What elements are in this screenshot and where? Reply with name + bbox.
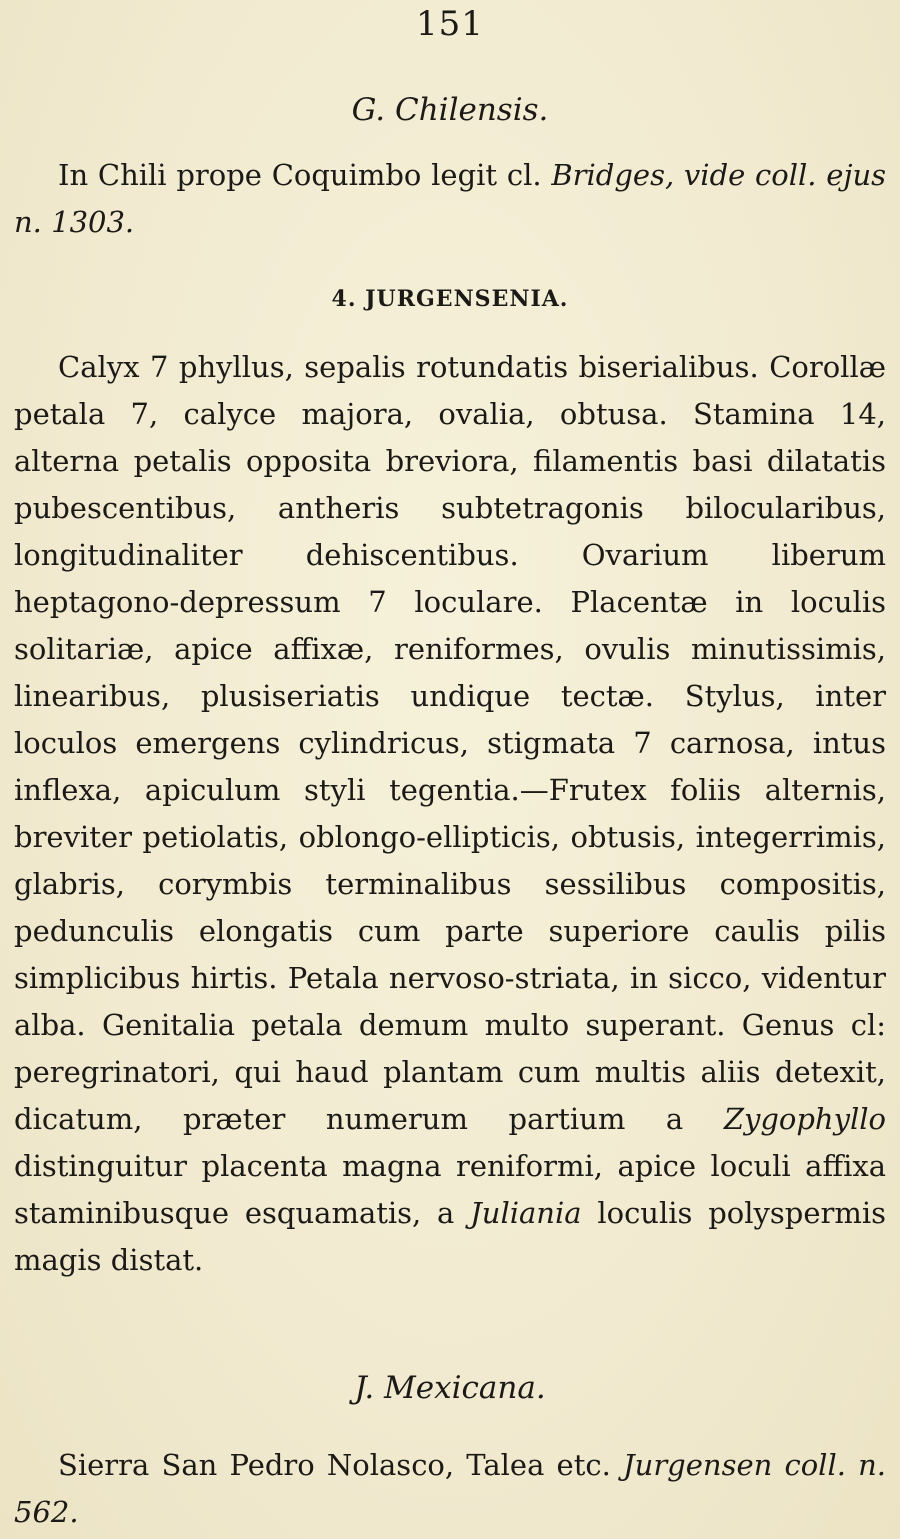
genus-name-zygophyllo: Zygophyllo xyxy=(723,1102,887,1136)
paragraph-text: Calyx 7 phyllus, sepalis rotundatis biserialibus. Corollæ petala 7, calyce majora, ovalia, obtusa. Stamina 14, alterna petalis opposita breviora, filamentis basi dilatatis pubescentibus, antheris subtetragonis bilocularibus, longitudinaliter dehiscentibus. Ovarium liberum heptagono-depressum 7 loculare. Placentæ in loculis solitariæ, apice affixæ, reniformes, ovulis minutissimis, linearibus, plusiseriatis undique tectæ. Stylus, inter loculos emergens cylindricus, stigmata 7 carnosa, intus inflexa, apiculum styli tegentia.—Frutex foliis alternis, breviter petiolatis, oblongo-ellipticis, obtusis, integerrimis, glabris, corymbis terminalibus sessilibus compositis, pedunculis elongatis cum parte superiore caulis pilis simplicibus hirtis. Petala nervoso-striata, in sicco, videntur alba. Genitalia petala demum multo superant. Genus cl: peregrinatori, qui haud plantam cum multis aliis detexit, dicatum, præter numerum partium a xyxy=(14,350,886,1136)
page-number: 151 xyxy=(416,4,484,44)
genus-name-juliania: Juliania xyxy=(470,1196,582,1230)
paragraph-mexicana xyxy=(14,1442,886,1536)
paragraph-jurgensenia-description xyxy=(14,344,886,1284)
paragraph-text: distinguitur placenta magna reniformi, apice loculi affixa staminibusque esquamatis, a xyxy=(14,1149,886,1230)
paragraph-text: In Chili prope Coquimbo legit cl. xyxy=(58,158,542,192)
species-heading-mexicana: J. Mexicana. xyxy=(354,1370,546,1406)
paragraph-italic-text: Bridges, vide coll. ejus n. 1303. xyxy=(14,158,886,239)
genus-heading-jurgensenia: 4. JURGENSENIA. xyxy=(331,286,569,312)
paragraph-text: loculis polyspermis magis distat. xyxy=(14,1196,887,1277)
paragraph-italic-text: Jurgensen coll. n. 562. xyxy=(14,1448,887,1529)
paragraph-text: Sierra San Pedro Nolasco, Talea etc. xyxy=(58,1448,611,1482)
species-heading-chilensis: G. Chilensis. xyxy=(351,92,549,128)
paragraph-chilensis xyxy=(14,152,886,246)
